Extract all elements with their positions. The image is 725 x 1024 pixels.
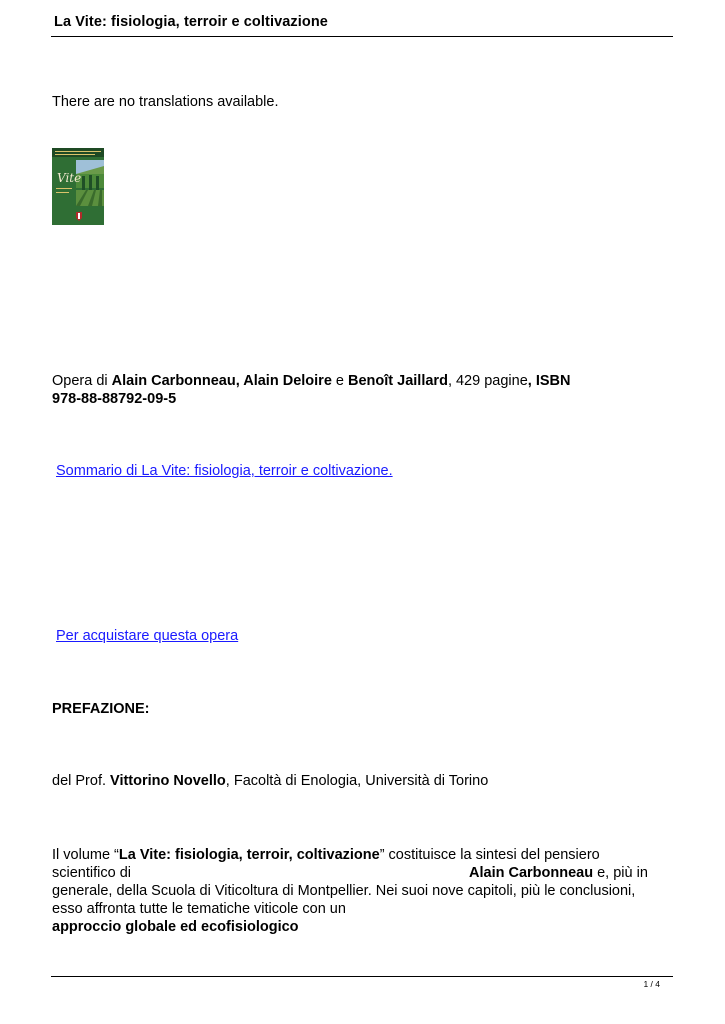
- no-translations-notice: There are no translations available.: [52, 94, 279, 110]
- opera-authors-line: [52, 372, 570, 390]
- opera-prefix: Opera di: [52, 373, 112, 389]
- author-name-bold: Alain Carbonneau: [469, 865, 594, 881]
- paragraph-line-3: generale, della Scuola di Viticoltura di Montpellier. Nei suoi nove capitoli, più le conclusioni,: [52, 883, 636, 899]
- byline-author-name: Vittorino Novello: [110, 773, 226, 789]
- footer-divider: [51, 976, 673, 977]
- opera-conjunction: e: [331, 373, 349, 389]
- author-secondary: Benoît Jaillard: [348, 373, 448, 389]
- preface-heading: PREFAZIONE:: [52, 701, 150, 717]
- page-count: , 429 pagine: [447, 373, 528, 389]
- isbn-label: , ISBN: [527, 373, 571, 389]
- paragraph-line-1: Il volume “La Vite: fisiologia, terroir, coltivazione” costituisce la sintesi del pensiero: [52, 847, 600, 863]
- byline-affiliation: , Facoltà di Enologia, Università di Torino: [225, 773, 489, 789]
- paragraph-line-4: esso affronta tutte le tematiche viticole con un: [52, 901, 346, 917]
- page-header-title: La Vite: fisiologia, terroir e coltivazione: [54, 14, 328, 30]
- summary-link[interactable]: Sommario di La Vite: fisiologia, terroir e coltivazione.: [56, 463, 393, 479]
- byline-prefix: del Prof.: [52, 773, 111, 789]
- header-divider: [51, 36, 673, 37]
- paragraph-line-5: approccio globale ed ecofisiologico: [52, 919, 299, 935]
- preface-paragraph: [52, 846, 657, 936]
- book-cover-image: [52, 148, 104, 225]
- isbn-number: 978-88-88792-09-5: [52, 391, 177, 407]
- paragraph-line-2: scientifico di Alain Carbonneau e, più in: [52, 865, 648, 881]
- preface-byline: [52, 772, 488, 790]
- svg-text:Vite: Vite: [57, 171, 82, 185]
- page-number: 1 / 4: [643, 979, 660, 989]
- book-title-bold: La Vite: fisiologia, terroir, coltivazione: [118, 847, 380, 863]
- authors-primary: Alain Carbonneau, Alain Deloire: [111, 373, 332, 389]
- buy-link[interactable]: Per acquistare questa opera: [56, 628, 239, 644]
